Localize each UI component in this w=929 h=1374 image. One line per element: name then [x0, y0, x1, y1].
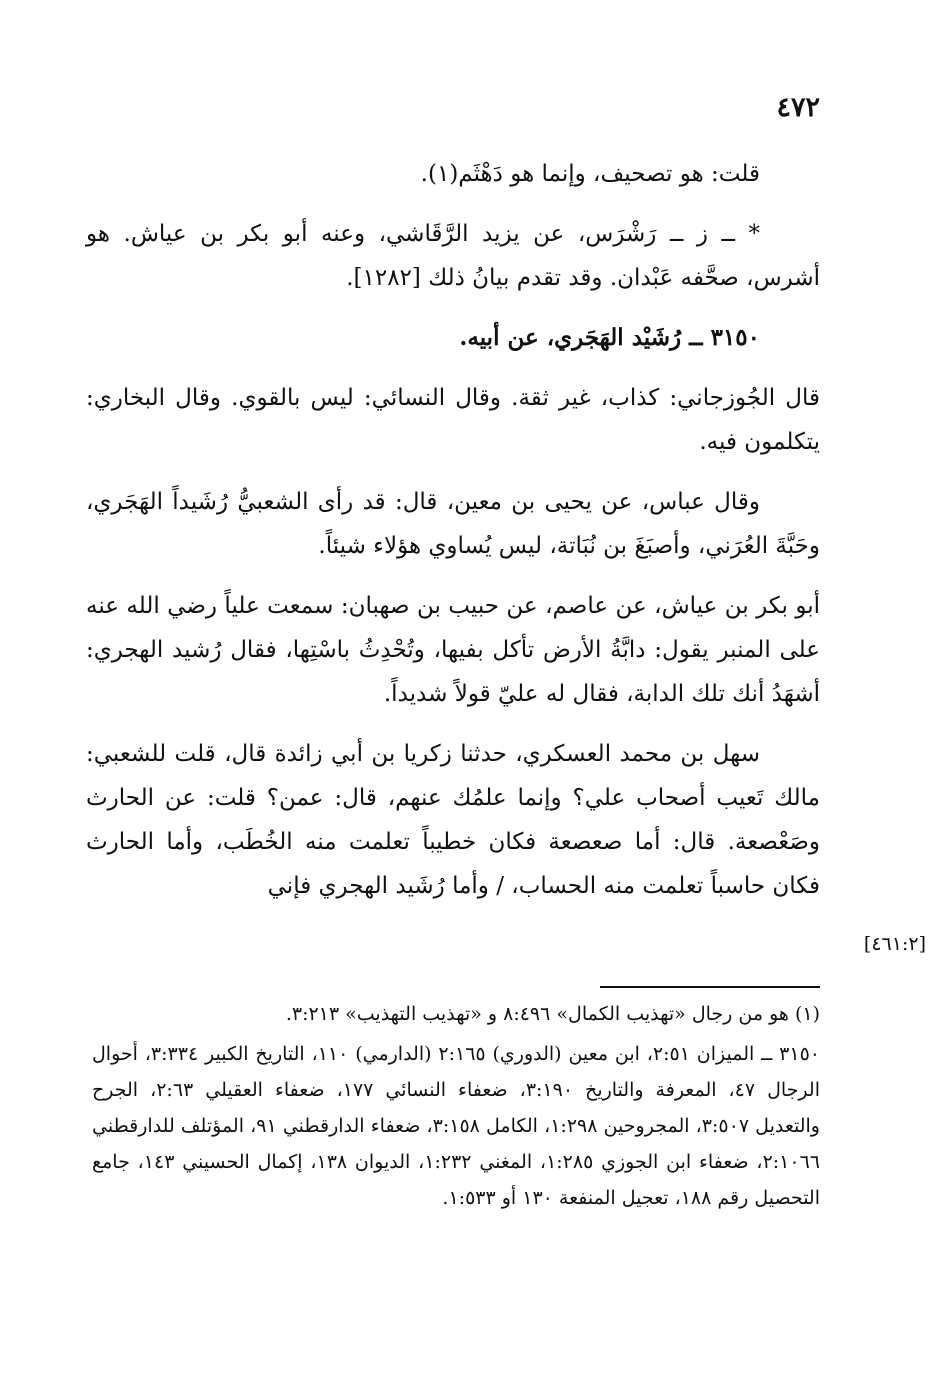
footnote-divider — [600, 986, 820, 988]
paragraph-sahl: سهل بن محمد العسكري، حدثنا زكريا بن أبي زائدة قال، قلت للشعبي: مالك تَعيب أصحاب علي؟ وإنما علمُك عنهم، قال: عمن؟ قلت: عن الحارث وصَعْصعة. قال: أما صعصعة فكان خطيباً تعلمت منه الخُطَب، وأما الحارث فكان حاسباً تعلمت منه الحساب، / وأما رُشَيد الهجري فإني — [86, 741, 820, 899]
margin-page-reference: [٤٦١:٢] — [863, 933, 926, 955]
entry-heading-3150: ٣١٥٠ ــ رُشَيْد الهَجَري، عن أبيه. — [459, 324, 760, 351]
main-text — [86, 152, 820, 924]
footnotes — [92, 996, 820, 1220]
page-number: ٤٧٢ — [776, 92, 820, 123]
paragraph-entry-rashras: * ــ ز ــ رَشْرَس، عن يزيد الرَّقَاشي، وعنه أبو بكر بن عياش. هو أشرس، صحَّفه عَبْدان. وقد تقدم بيانُ ذلك [١٢٨٢]. — [86, 221, 820, 291]
footnote-1: (١) هو من رجال «تهذيب الكمال» ٨:٤٩٦ و «تهذيب التهذيب» ٣:٢١٣. — [285, 1003, 820, 1025]
footnote-sources-3150: ٣١٥٠ ــ الميزان ٢:٥١، ابن معين (الدوري) ٢:١٦٥ (الدارمي) ١١٠، التاريخ الكبير ٣:٣٣٤، أحوال الرجال ٤٧، المعرفة والتاريخ ٣:١٩٠، ضعفاء النسائي ١٧٧، ضعفاء العقيلي ٢:٦٣، الجرح والتعديل ٣:٥٠٧، المجروحين ١:٢٩٨، الكامل ٣:١٥٨، ضعفاء الدارقطني ٩١، المؤتلف للدارقطني ٢:١٠٦٦، ضعفاء ابن الجوزي ١:٢٨٥، المغني ١:٢٣٢، الديوان ١٣٨، إكمال الحسيني ١٤٣، جامع التحصيل رقم ١٨٨، تعجيل المنفعة ١٣٠ أو ١:٥٣٣. — [92, 1043, 820, 1209]
paragraph-juzjani: قال الجُوزجاني: كذاب، غير ثقة. وقال النسائي: ليس بالقوي. وقال البخاري: يتكلمون فيه. — [86, 385, 820, 455]
paragraph-abu-bakr: أبو بكر بن عياش، عن عاصم، عن حبيب بن صهبان: سمعت علياً رضي الله عنه على المنبر يقول: دابَّةُ الأرض تأكل بفيها، وتُحْدِثُ باسْتِها، فقال رُشيد الهجري: أشهَدُ أنك تلك الدابة، فقال له عليّ قولاً شديداً. — [86, 593, 820, 707]
paragraph-abbas: وقال عباس، عن يحيى بن معين، قال: قد رأى الشعبيُّ رُشَيداً الهَجَري، وحَبَّةَ العُرَني، وأصبَغَ بن نُبَاتة، ليس يُساوي هؤلاء شيئاً. — [86, 489, 820, 559]
paragraph-note-tashif: قلت: هو تصحيف، وإنما هو دَهْثَم(١). — [420, 161, 760, 187]
